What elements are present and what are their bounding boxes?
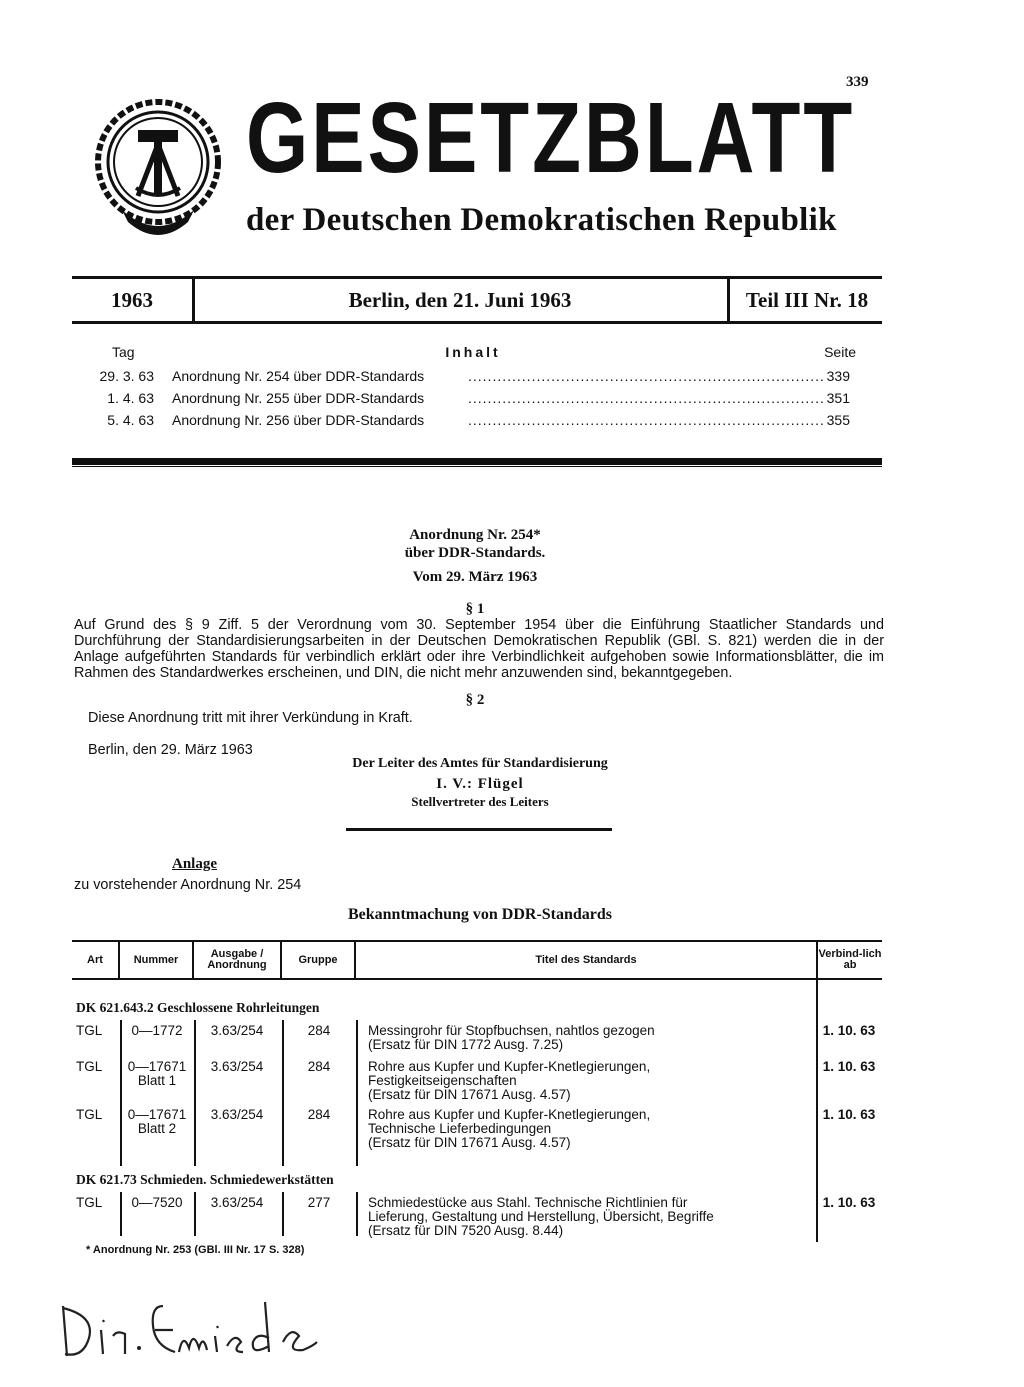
- toc-page: 339: [826, 368, 850, 384]
- leader-dots: .........................................................................: [468, 368, 825, 384]
- ordinance-title: [340, 526, 610, 562]
- section-1-label: § 1: [465, 601, 485, 617]
- masthead-subtitle: der Deutschen Demokratischen Republik: [246, 202, 837, 238]
- toc-row: [78, 368, 868, 390]
- cell-binding-from: 1. 10. 63: [822, 1059, 876, 1074]
- issue-header-bar: [72, 276, 882, 324]
- footnote: * Anordnung Nr. 253 (GBl. III Nr. 17 S. 328): [86, 1244, 305, 1256]
- handwritten-signature: [55, 1286, 335, 1366]
- column-divider: [120, 1020, 122, 1166]
- title-line: Schmiedestücke aus Stahl. Technische Richtlinien für: [368, 1195, 688, 1210]
- title-line: Rohre aus Kupfer und Kupfer-Knetlegierungen,: [368, 1107, 651, 1122]
- cell-binding-from: 1. 10. 63: [822, 1195, 876, 1210]
- page-number: 339: [846, 74, 869, 90]
- annex-title: Anlage: [172, 856, 217, 872]
- cell-art: TGL: [76, 1195, 103, 1210]
- cell-art: TGL: [76, 1059, 103, 1074]
- toc-date: 29. 3. 63: [99, 368, 154, 384]
- col-header-edition: Ausgabe / Anordnung: [207, 948, 267, 971]
- cell-edition: 3.63/254: [210, 1107, 264, 1122]
- table-of-contents: [78, 344, 868, 434]
- annex-subtitle: zu vorstehender Anordnung Nr. 254: [74, 877, 302, 893]
- cell-edition: 3.63/254: [210, 1059, 264, 1074]
- cell-binding-from: 1. 10. 63: [822, 1107, 876, 1122]
- section-1-text: Auf Grund des § 9 Ziff. 5 der Verordnung vom 30. September 1954 über die Einführung Staatlicher Standards und Durchführung der Standardisierungsarbeiten in der Deutschen Demokratischen Republik (GBl. S. 821) werden die in der Anlage aufgeführten Standards für verbindlich erklärt oder ihre Verbindlichkeit aufgehoben sowie Informationsblätter, die im Rahmen des Standardwerkes erscheinen, und DIN, die nicht mehr anzuwenden sind, bekanntgegeben.: [74, 617, 884, 681]
- cell-title: [368, 1196, 813, 1238]
- cell-edition: 3.63/254: [210, 1023, 264, 1038]
- section-2-label: § 2: [465, 692, 485, 708]
- toc-header: [78, 344, 868, 368]
- cell-number: 0—17671 Blatt 2: [127, 1107, 187, 1136]
- title-line: Messingrohr für Stopfbuchsen, nahtlos gezogen: [368, 1023, 655, 1038]
- leader-dots: .........................................................................: [468, 412, 825, 428]
- cell-art: TGL: [76, 1107, 103, 1122]
- toc-date: 5. 4. 63: [107, 412, 154, 428]
- standards-table: [72, 940, 882, 1244]
- signer-name: I. V.: Flügel: [436, 776, 524, 792]
- announcement-heading: Bekanntmachung von DDR-Standards: [347, 906, 613, 923]
- toc-row: [78, 390, 868, 412]
- toc-title: Anordnung Nr. 255 über DDR-Standards: [172, 390, 425, 406]
- section-divider: [72, 466, 882, 467]
- section-divider: [72, 458, 882, 465]
- col-header-binding-from: Verbind-lich ab: [818, 948, 882, 971]
- cell-title: [368, 1024, 813, 1052]
- cell-group: 284: [307, 1107, 331, 1122]
- issue-date: Berlin, den 21. Juni 1963: [348, 288, 572, 312]
- column-divider: [356, 1192, 358, 1236]
- cell-binding-from: 1. 10. 63: [822, 1023, 876, 1038]
- divider: [727, 279, 730, 321]
- cell-edition: 3.63/254: [210, 1195, 264, 1210]
- cell-group: 284: [307, 1023, 331, 1038]
- toc-page: 355: [826, 412, 850, 428]
- table-rule: [72, 978, 882, 980]
- toc-title: Anordnung Nr. 254 über DDR-Standards: [172, 368, 425, 384]
- col-header-number: Nummer: [133, 953, 179, 966]
- toc-title: Anordnung Nr. 256 über DDR-Standards: [172, 412, 425, 428]
- signing-place-date: Berlin, den 29. März 1963: [88, 742, 253, 758]
- cell-number: 0—7520: [131, 1195, 183, 1210]
- masthead-title: GESETZBLATT: [246, 81, 856, 193]
- column-divider: [282, 1020, 284, 1166]
- title-line: (Ersatz für DIN 17671 Ausg. 4.57): [368, 1135, 571, 1150]
- issue-year: 1963: [111, 288, 153, 312]
- column-divider: [356, 1020, 358, 1166]
- table-rule: [72, 940, 882, 942]
- cell-number: 0—17671 Blatt 1: [127, 1059, 187, 1088]
- column-divider: [194, 1020, 196, 1166]
- divider: [346, 828, 612, 831]
- ordinance-date: Vom 29. März 1963: [412, 569, 538, 585]
- group-heading: DK 621.73 Schmieden. Schmiedewerkstätten: [76, 1172, 334, 1187]
- title-line: (Ersatz für DIN 17671 Ausg. 4.57): [368, 1087, 571, 1102]
- cell-group: 284: [307, 1059, 331, 1074]
- title-line: (Ersatz für DIN 1772 Ausg. 7.25): [368, 1037, 564, 1052]
- signer-role: Stellvertreter des Leiters: [411, 794, 549, 809]
- col-header-group: Gruppe: [298, 953, 338, 966]
- toc-col-page: Seite: [824, 344, 856, 360]
- signer-office: Der Leiter des Amtes für Standardisierung: [352, 756, 608, 771]
- cell-art: TGL: [76, 1023, 103, 1038]
- toc-col-contents: Inhalt: [445, 344, 501, 360]
- cell-group: 277: [307, 1195, 331, 1210]
- col-header-title: Titel des Standards: [535, 953, 637, 966]
- title-line: (Ersatz für DIN 7520 Ausg. 8.44): [368, 1223, 564, 1238]
- toc-col-date: Tag: [112, 344, 135, 360]
- section-2-text: Diese Anordnung tritt mit ihrer Verkündung in Kraft.: [88, 710, 413, 726]
- group-heading: DK 621.643.2 Geschlossene Rohrleitungen: [76, 1000, 320, 1015]
- ordinance-title-line2: über DDR-Standards.: [404, 545, 546, 561]
- title-line: Lieferung, Gestaltung und Herstellung, Übersicht, Begriffe: [368, 1209, 714, 1224]
- state-emblem-icon: [92, 92, 224, 242]
- toc-page: 351: [826, 390, 850, 406]
- title-line: Rohre aus Kupfer und Kupfer-Knetlegierungen,: [368, 1059, 651, 1074]
- cell-title: [368, 1060, 813, 1102]
- leader-dots: .........................................................................: [468, 390, 825, 406]
- title-line: Technische Lieferbedingungen: [368, 1121, 552, 1136]
- toc-row: [78, 412, 868, 434]
- cell-title: [368, 1108, 813, 1150]
- issue-part-number: Teil III Nr. 18: [745, 288, 869, 312]
- title-line: Festigkeitseigenschaften: [368, 1073, 517, 1088]
- toc-date: 1. 4. 63: [107, 390, 154, 406]
- col-header-art: Art: [87, 953, 103, 966]
- cell-number: 0—1772: [131, 1023, 183, 1038]
- ordinance-title-line1: Anordnung Nr. 254*: [409, 527, 541, 543]
